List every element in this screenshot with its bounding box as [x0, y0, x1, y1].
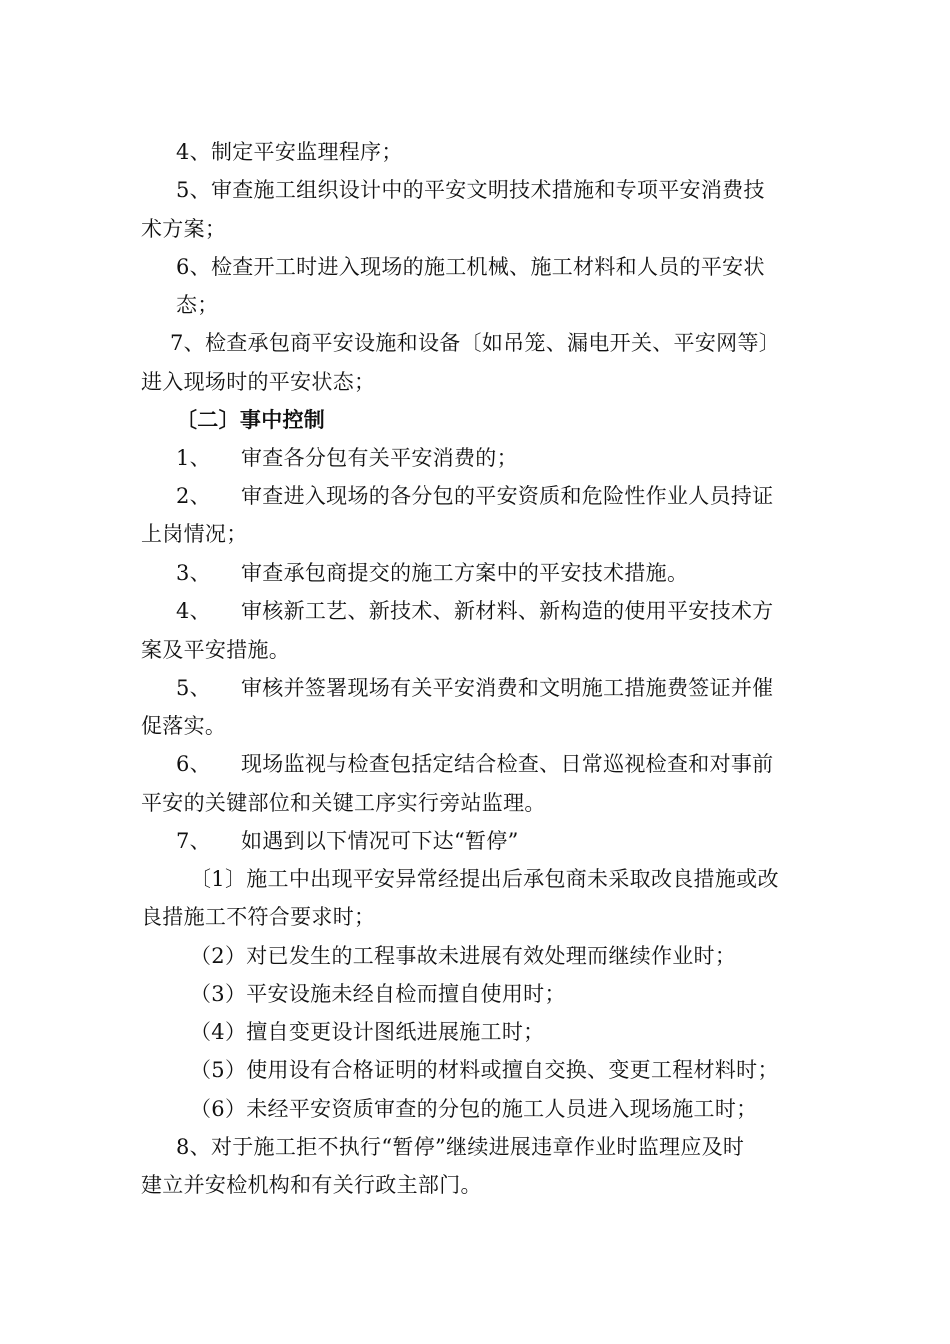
item-number: 4、	[176, 599, 211, 623]
text-line: 建立并安检机构和有关行政主部门。	[141, 1173, 482, 1197]
text-line: 案及平安措施。	[141, 638, 291, 662]
text-line: （6）未经平安资质审查的分包的施工人员进入现场施工时；	[190, 1097, 758, 1121]
list-item	[176, 597, 773, 625]
item-text: 审核新工艺、新技术、新材料、新构造的使用平安技术方	[240, 599, 774, 623]
text-line: （2）对已发生的工程事故未进展有效处理而继续作业时；	[190, 944, 737, 968]
text-line: 态；	[176, 293, 219, 317]
section-heading: 〔二〕事中控制	[176, 408, 326, 432]
text-line: 8、对于施工拒不执行“暂停”继续进展违章作业时监理应及时	[176, 1135, 745, 1159]
text-line: 术方案；	[141, 217, 227, 241]
list-item	[176, 559, 688, 587]
text-line: 平安的关键部位和关键工序实行旁站监理。	[141, 791, 546, 815]
item-number: 5、	[176, 676, 211, 700]
item-number: 1、	[176, 446, 211, 470]
item-text: 审查进入现场的各分包的平安资质和危险性作业人员持证	[240, 484, 774, 508]
text-line: 良措施工不符合要求时；	[141, 905, 376, 929]
text-line: 〔1〕施工中出现平安异常经提出后承包商未采取改良措施或改	[190, 867, 779, 891]
text-line: 5、审查施工组织设计中的平安文明技术措施和专项平安消费技	[176, 178, 765, 202]
item-number: 3、	[176, 561, 211, 585]
list-item	[176, 674, 773, 702]
text-line: 6、检查开工时进入现场的施工机械、施工材料和人员的平安状	[176, 255, 765, 279]
text-line: 上岗情况；	[141, 522, 248, 546]
text-line: （4）擅自变更设计图纸进展施工时；	[190, 1020, 545, 1044]
text-line: 促落实。	[141, 714, 227, 738]
item-text: 审核并签署现场有关平安消费和文明施工措施费签证并催	[240, 676, 774, 700]
item-number: 6、	[176, 752, 211, 776]
text-line: 进入现场时的平安状态；	[141, 370, 376, 394]
text-line: （3）平安设施未经自检而擅自使用时；	[190, 982, 566, 1006]
list-item	[176, 444, 518, 472]
item-number: 2、	[176, 484, 211, 508]
item-text: 审查各分包有关平安消费的；	[240, 446, 518, 470]
item-text: 如遇到以下情况可下达“暂停”	[240, 829, 519, 853]
text-line: 4、制定平安监理程序；	[176, 140, 403, 164]
item-text: 审查承包商提交的施工方案中的平安技术措施。	[240, 561, 689, 585]
item-number: 7、	[176, 829, 211, 853]
list-item	[176, 750, 773, 778]
text-line: （5）使用设有合格证明的材料或擅自交换、变更工程材料时；	[190, 1058, 779, 1082]
text-line: 7、检查承包商平安设施和设备〔如吊笼、漏电开关、平安网等〕	[170, 331, 781, 355]
list-item	[176, 482, 773, 510]
item-text: 现场监视与检查包括定结合检查、日常巡视检查和对事前	[240, 752, 774, 776]
list-item	[176, 827, 519, 855]
